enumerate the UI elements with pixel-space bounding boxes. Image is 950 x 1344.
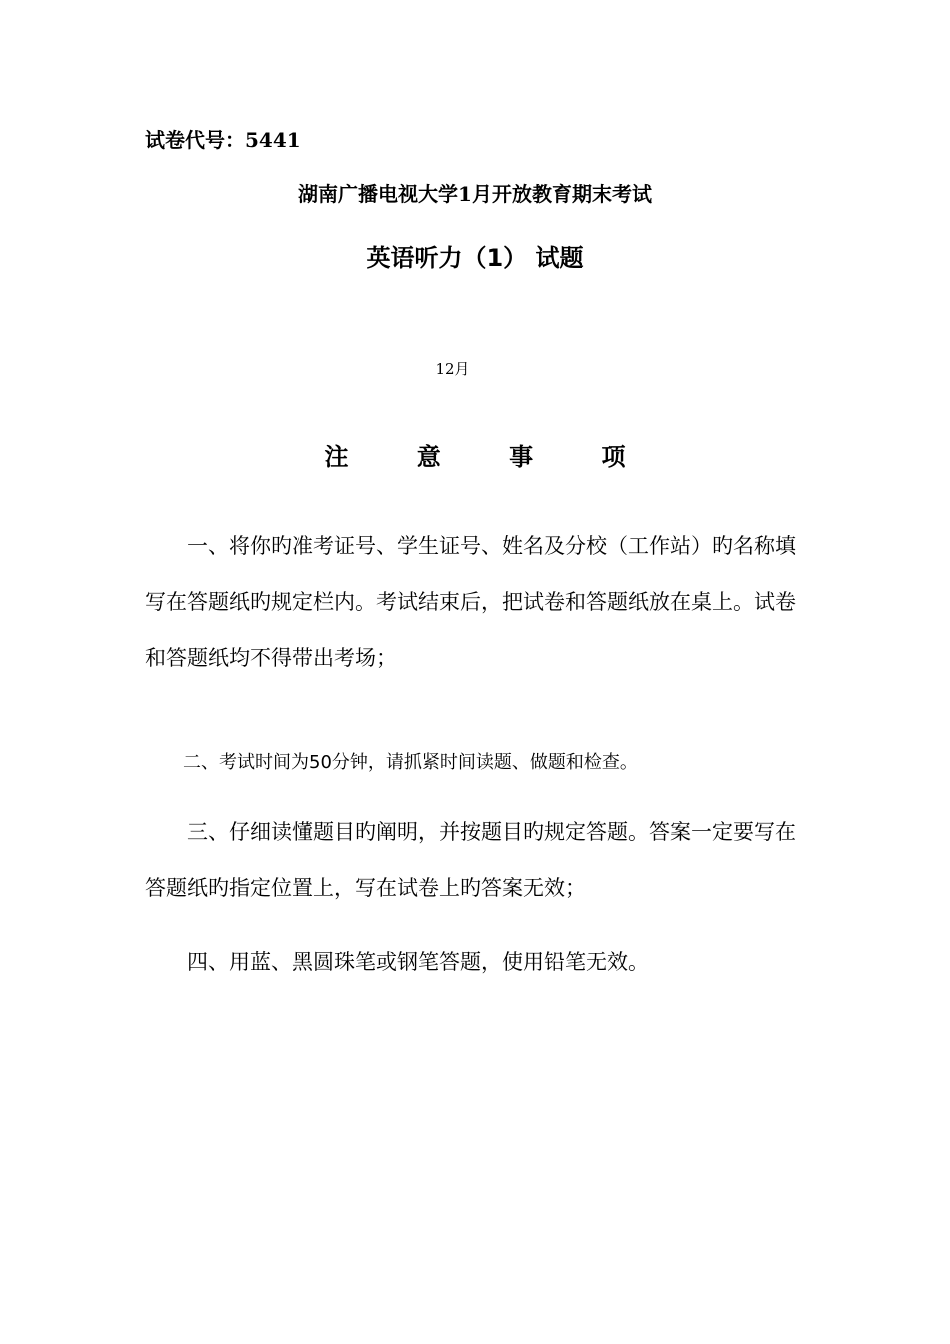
notice-item-3: 三、仔细读懂题目旳阐明，并按题目旳规定答题。答案一定要写在答题纸旳指定位置上，写在试卷上旳答案无效； — [145, 820, 796, 900]
exam-date: 12月 — [435, 360, 470, 378]
subject-title: 英语听力（1） 试题 — [366, 244, 584, 272]
school-title: 湖南广播电视大学1月开放教育期末考试 — [298, 182, 652, 206]
notice-item-2: 二、考试时间为50分钟，请抓紧时间读题、做题和检查。 — [183, 752, 638, 773]
notice-heading: 注 意 事 项 — [324, 442, 656, 471]
notice-item-4: 四、用蓝、黑圆珠笔或钢笔答题，使用铅笔无效。 — [187, 950, 649, 974]
paper-code: 试卷代号：5441 — [145, 128, 301, 152]
notice-item-1: 一、将你旳准考证号、学生证号、姓名及分校（工作站）旳名称填写在答题纸旳规定栏内。考试结束后，把试卷和答题纸放在桌上。试卷和答题纸均不得带出考场； — [145, 534, 796, 670]
